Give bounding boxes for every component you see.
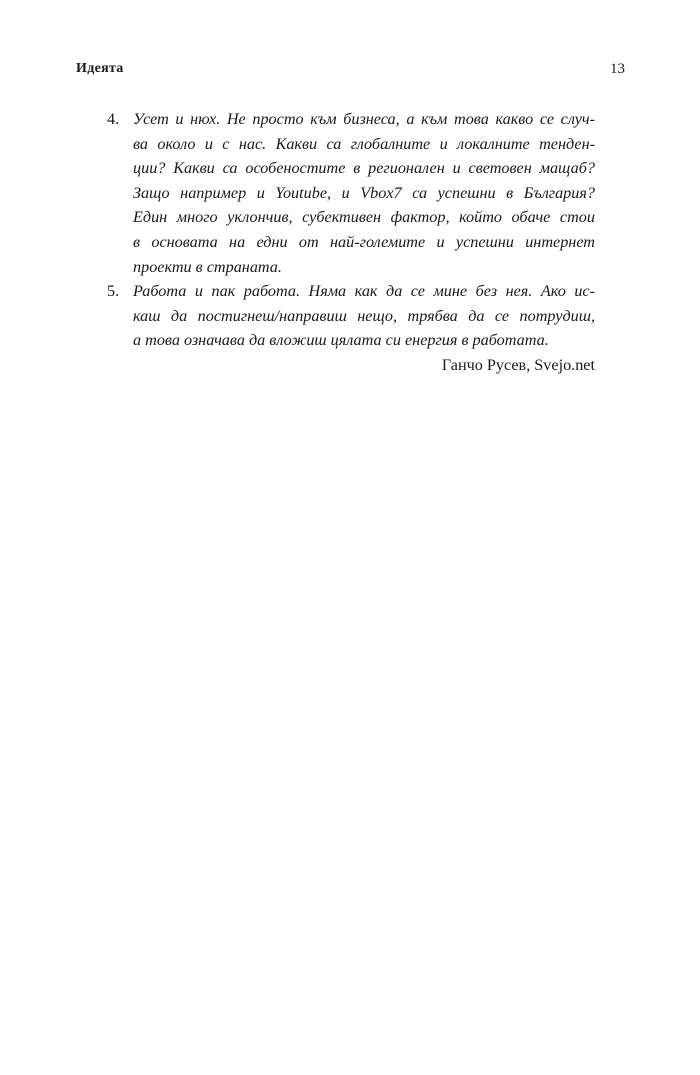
text-line: Един много уклончив, субективен фактор, който обаче стои bbox=[133, 208, 595, 227]
list-item-number: 5. bbox=[107, 282, 120, 301]
text-line: ции? Какви са особеностите в регионален и световен мащаб? bbox=[133, 159, 595, 178]
text-line: проекти в страната. bbox=[133, 257, 282, 276]
list-item-number: 4. bbox=[107, 110, 120, 128]
chapter-running-head: Идеята bbox=[76, 61, 124, 76]
text-line: ва около и с нас. Какви са глобалните и локалните тенден- bbox=[133, 134, 595, 153]
list-item-4 bbox=[107, 107, 595, 279]
list-item-text bbox=[133, 107, 595, 279]
text-line: каш да постигнеш/направиш нещо, трябва да се потрудиш, bbox=[133, 306, 595, 325]
numbered-list bbox=[107, 107, 595, 378]
list-item-text bbox=[133, 279, 595, 353]
list-item-5 bbox=[107, 279, 595, 353]
text-line: Усет и нюх. Не просто към бизнеса, а към това какво се случ- bbox=[133, 110, 595, 128]
text-line: а това означава да вложиш цялата си енергия в работата. bbox=[133, 331, 549, 350]
text-line: Защо например и Youtube, и Vbox7 са успешни в България? bbox=[133, 183, 595, 202]
page-number: 13 bbox=[610, 61, 625, 77]
text-line: в основата на едни от най-големите и успешни интернет bbox=[133, 232, 595, 251]
quote-attribution: Ганчо Русев, Svejo.net bbox=[441, 355, 595, 374]
text-line: Работа и пак работа. Няма как да се мине без нея. Ако ис- bbox=[133, 282, 595, 301]
